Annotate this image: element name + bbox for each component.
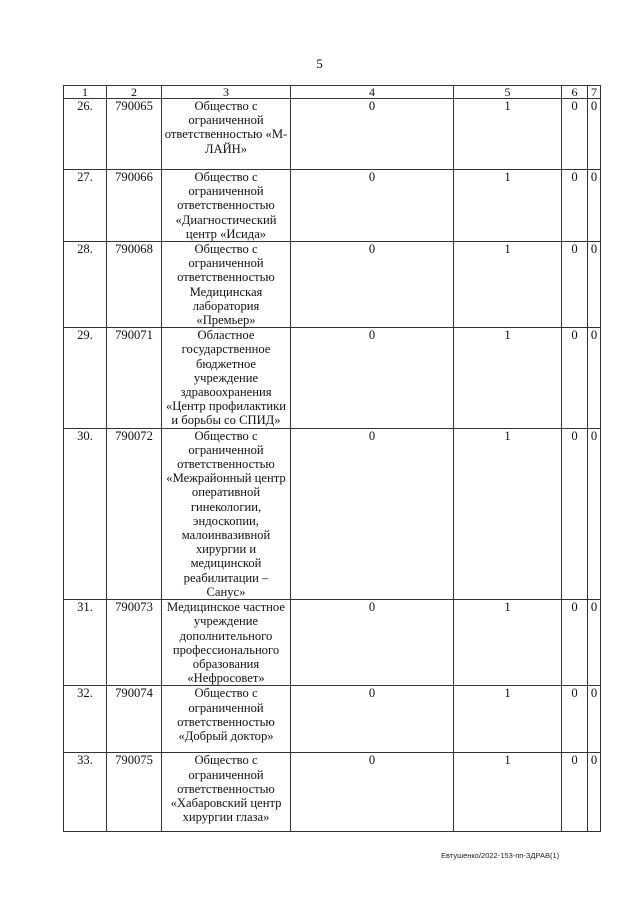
value-cell-col6: 0 [562, 170, 588, 242]
row-number-cell: 31. [64, 600, 107, 686]
row-number-cell: 26. [64, 99, 107, 170]
value-cell-col5: 1 [454, 600, 562, 686]
row-number-cell: 28. [64, 242, 107, 328]
value-cell-col4: 0 [291, 600, 454, 686]
value-cell-col5: 1 [454, 428, 562, 599]
code-cell: 790065 [107, 99, 162, 170]
table-row [64, 753, 601, 832]
table-row [64, 99, 601, 170]
value-cell-col5: 1 [454, 753, 562, 832]
value-cell-col4: 0 [291, 428, 454, 599]
value-cell-col7: 0 [588, 600, 601, 686]
value-cell-col7: 0 [588, 328, 601, 428]
header-cell: 4 [291, 86, 454, 99]
value-cell-col4: 0 [291, 170, 454, 242]
table-header-row [64, 86, 601, 99]
value-cell-col7: 0 [588, 686, 601, 753]
value-cell-col7: 0 [588, 428, 601, 599]
header-cell: 7 [588, 86, 601, 99]
organization-name-cell: Общество с ограниченной ответственностью «Добрый доктор» [162, 686, 291, 753]
value-cell-col5: 1 [454, 170, 562, 242]
code-cell: 790071 [107, 328, 162, 428]
value-cell-col7: 0 [588, 753, 601, 832]
header-cell: 2 [107, 86, 162, 99]
table-row [64, 686, 601, 753]
header-cell: 6 [562, 86, 588, 99]
value-cell-col5: 1 [454, 328, 562, 428]
row-number-cell: 33. [64, 753, 107, 832]
code-cell: 790068 [107, 242, 162, 328]
organization-name-cell: Общество с ограниченной ответственностью «Диагностический центр «Исида» [162, 170, 291, 242]
row-number-cell: 27. [64, 170, 107, 242]
value-cell-col6: 0 [562, 686, 588, 753]
code-cell: 790072 [107, 428, 162, 599]
value-cell-col4: 0 [291, 242, 454, 328]
value-cell-col4: 0 [291, 328, 454, 428]
value-cell-col6: 0 [562, 99, 588, 170]
value-cell-col5: 1 [454, 242, 562, 328]
value-cell-col7: 0 [588, 99, 601, 170]
value-cell-col6: 0 [562, 242, 588, 328]
row-number-cell: 30. [64, 428, 107, 599]
data-table [63, 85, 601, 832]
organization-name-cell: Общество с ограниченной ответственностью «Хабаровский центр хирургии глаза» [162, 753, 291, 832]
table-row [64, 242, 601, 328]
value-cell-col6: 0 [562, 600, 588, 686]
value-cell-col7: 0 [588, 170, 601, 242]
table-row [64, 170, 601, 242]
code-cell: 790075 [107, 753, 162, 832]
organization-name-cell: Областное государственное бюджетное учреждение здравоохранения «Центр профилактики и борьбы со СПИД» [162, 328, 291, 428]
header-cell: 5 [454, 86, 562, 99]
organization-name-cell: Общество с ограниченной ответственностью «Межрайонный центр оперативной гинекологии, эндоскопии, малоинвазивной хирургии и медицинской реабилитации – Санус» [162, 428, 291, 599]
row-number-cell: 32. [64, 686, 107, 753]
value-cell-col6: 0 [562, 428, 588, 599]
value-cell-col7: 0 [588, 242, 601, 328]
code-cell: 790066 [107, 170, 162, 242]
code-cell: 790073 [107, 600, 162, 686]
value-cell-col6: 0 [562, 328, 588, 428]
value-cell-col6: 0 [562, 753, 588, 832]
header-cell: 1 [64, 86, 107, 99]
row-number-cell: 29. [64, 328, 107, 428]
value-cell-col5: 1 [454, 99, 562, 170]
page-number: 5 [316, 56, 323, 71]
value-cell-col4: 0 [291, 99, 454, 170]
table-row [64, 428, 601, 599]
organization-name-cell: Общество с ограниченной ответственностью Медицинская лаборатория «Премьер» [162, 242, 291, 328]
table-row [64, 600, 601, 686]
header-cell: 3 [162, 86, 291, 99]
value-cell-col4: 0 [291, 686, 454, 753]
organization-name-cell: Общество с ограниченной ответственностью «М-ЛАЙН» [162, 99, 291, 170]
value-cell-col5: 1 [454, 686, 562, 753]
document-footer-code: Евтушенко/2022-153-пп-ЗДРАВ(1) [441, 851, 560, 860]
organization-name-cell: Медицинское частное учреждение дополнительного профессионального образования «Нефросовет» [162, 600, 291, 686]
table-row [64, 328, 601, 428]
value-cell-col4: 0 [291, 753, 454, 832]
code-cell: 790074 [107, 686, 162, 753]
